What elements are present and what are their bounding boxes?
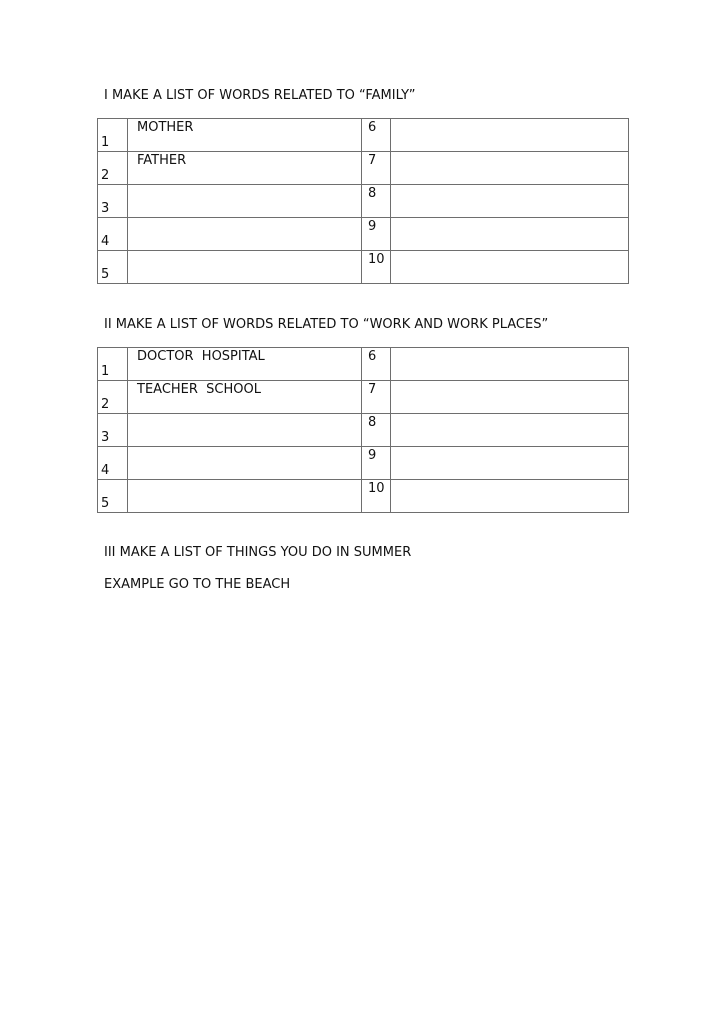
table-row [98,414,629,447]
row-number: 9 [362,447,391,480]
row-number: 3 [98,185,128,218]
word-cell[interactable] [391,447,629,480]
word-cell[interactable]: FATHER [128,152,362,185]
row-number: 1 [98,348,128,381]
word-cell[interactable] [391,185,629,218]
table-row [98,348,629,381]
row-number: 4 [98,218,128,251]
section-2-heading: II MAKE A LIST OF WORDS RELATED TO “WORK AND WORK PLACES” [104,317,549,332]
row-number: 9 [362,218,391,251]
row-number: 2 [98,381,128,414]
row-number: 6 [362,348,391,381]
row-number: 7 [362,381,391,414]
table-row [98,381,629,414]
word-cell[interactable] [391,251,629,284]
table-row [98,119,629,152]
word-cell[interactable] [391,119,629,152]
row-number: 8 [362,414,391,447]
row-number: 6 [362,119,391,152]
word-cell[interactable] [391,381,629,414]
table-row [98,480,629,513]
work-words-table [97,347,629,513]
row-number: 8 [362,185,391,218]
word-cell[interactable] [128,447,362,480]
word-cell[interactable] [391,152,629,185]
word-cell[interactable] [128,185,362,218]
table-row [98,218,629,251]
word-cell[interactable]: TEACHER SCHOOL [128,381,362,414]
section-3-heading: III MAKE A LIST OF THINGS YOU DO IN SUMMER [104,545,412,560]
row-number: 10 [362,251,391,284]
row-number: 3 [98,414,128,447]
example-text: EXAMPLE GO TO THE BEACH [104,577,291,592]
row-number: 5 [98,480,128,513]
word-cell[interactable]: MOTHER [128,119,362,152]
family-words-table [97,118,629,284]
word-cell[interactable] [391,218,629,251]
row-number: 7 [362,152,391,185]
row-number: 5 [98,251,128,284]
table-row [98,152,629,185]
word-cell[interactable] [128,251,362,284]
word-cell[interactable] [128,414,362,447]
row-number: 2 [98,152,128,185]
table-row [98,251,629,284]
word-cell[interactable] [128,480,362,513]
table-row [98,185,629,218]
word-cell[interactable] [391,480,629,513]
section-1-heading: I MAKE A LIST OF WORDS RELATED TO “FAMILY” [104,88,416,103]
row-number: 4 [98,447,128,480]
table-row [98,447,629,480]
word-cell[interactable]: DOCTOR HOSPITAL [128,348,362,381]
row-number: 1 [98,119,128,152]
row-number: 10 [362,480,391,513]
word-cell[interactable] [391,414,629,447]
word-cell[interactable] [391,348,629,381]
word-cell[interactable] [128,218,362,251]
